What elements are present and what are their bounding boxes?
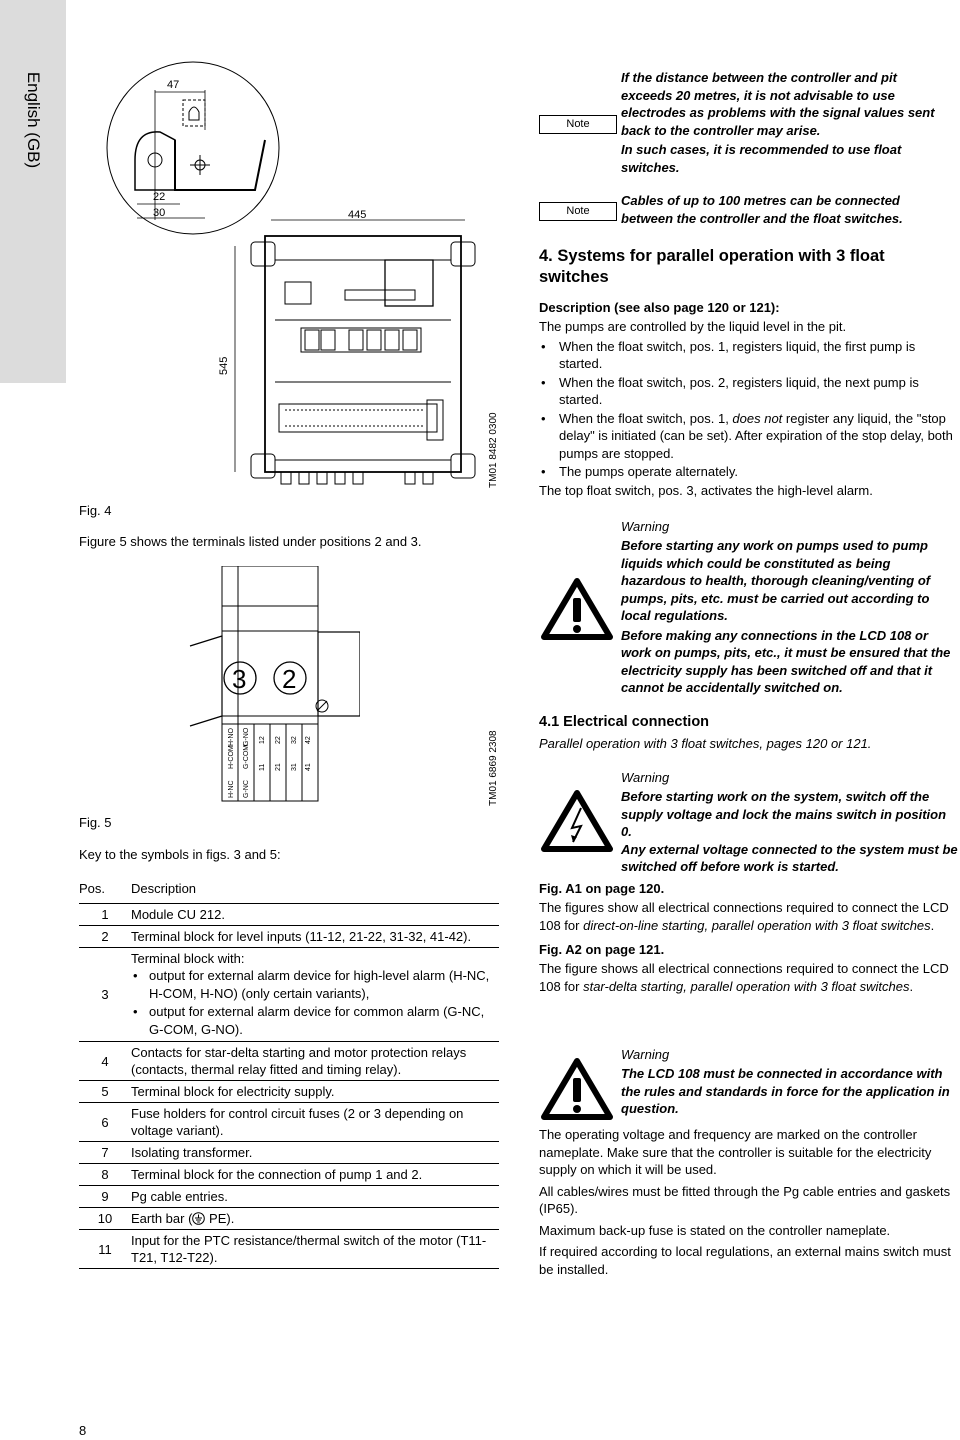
warning-1: Warning Before starting any work on pumps used to pump liquids which could be constituted as being hazardous to health, thorough cleaning/venting of pumps, pits, etc. must be carried out according to local regulations. Before making any connections in the LCD 108 or work on pumps, pits, etc., it must be ensured that the electricity supply has been switched off and that it cannot be accidentally switched on. xyxy=(621,519,951,695)
fig4-drawing xyxy=(95,60,515,500)
cables-text: All cables/wires must be fitted through the Pg cable entries and gaskets (IP65). xyxy=(539,1183,951,1216)
fig5-circle-3: 3 xyxy=(232,664,247,694)
term-h-no: H-NO xyxy=(228,728,235,746)
section4-heading: 4. Systems for parallel operation with 3 float switches xyxy=(539,247,885,286)
fuse-text: Maximum back-up fuse is stated on the controller nameplate. xyxy=(539,1222,891,1238)
table-row: 4 Contacts for star-delta starting and motor protection relays (contacts, thermal relay fitted and timing relay). xyxy=(79,1042,499,1081)
term-31: 31 xyxy=(291,763,298,771)
key-col-pos: Pos. xyxy=(79,881,106,896)
mains-switch-text: If required according to local regulations, an external mains switch must be installed. xyxy=(539,1244,951,1277)
figa2-text: The figure shows all electrical connections required to connect the LCD 108 for star-delta starting, parallel operation with 3 float switches. xyxy=(539,961,949,994)
table-row: 2 Terminal block for level inputs (11-12, 21-22, 31-32, 41-42). xyxy=(79,926,499,948)
description-heading: Description (see also page 120 or 121): xyxy=(539,300,780,315)
table-row: 1 Module CU 212. xyxy=(79,904,499,926)
figa1-text: The figures show all electrical connections required to connect the LCD 108 for direct-on-line starting, parallel operation with 3 float switches. xyxy=(539,900,949,933)
section41-subtitle: Parallel operation with 3 float switches, pages 120 or 121. xyxy=(539,736,872,751)
fig5-intro: Figure 5 shows the terminals listed under positions 2 and 3. xyxy=(79,534,422,549)
electric-warning-icon xyxy=(541,790,613,852)
note-1: If the distance between the controller and pit exceeds 20 metres, it is not advisable to use electrodes as problems with the signal values sent back to the controller may arise. In such cases, it is recommended to use float switches. xyxy=(621,70,935,175)
key-table xyxy=(79,878,499,1269)
key-title: Key to the symbols in figs. 3 and 5: xyxy=(79,847,281,862)
warning-2: Warning Before starting work on the system, switch off the supply voltage and lock the mains switch in position 0. Any external voltage connected to the system must be switched off before work is started. xyxy=(621,770,958,874)
term-41: 41 xyxy=(305,763,312,771)
warning-icon xyxy=(541,1058,613,1120)
dim-445: 445 xyxy=(348,209,367,221)
list-item: • When the float switch, pos. 1, does not register any liquid, the "stop delay" is initiated (can be set). After expiration of the stop delay, both pumps are stopped. xyxy=(539,410,954,463)
list-item: • output for external alarm device for high-level alarm (H-NC, H-COM, H-NO) (only certain variants), xyxy=(131,967,499,1002)
term-12: 12 xyxy=(259,736,266,744)
table-row: 10 Earth bar ( PE). xyxy=(79,1208,499,1230)
table-row: 7 Isolating transformer. xyxy=(79,1142,499,1164)
term-22: 22 xyxy=(275,736,282,744)
fig-a-refs xyxy=(539,881,959,995)
note-2: Cables of up to 100 metres can be connected between the controller and the float switches. xyxy=(621,193,903,226)
term-32: 32 xyxy=(291,736,298,744)
figa1-heading: Fig. A1 on page 120. xyxy=(539,881,665,896)
term-g-no: G-NO xyxy=(243,727,250,746)
page-number: 8 xyxy=(79,1423,87,1438)
table-row: 5 Terminal block for electricity supply. xyxy=(79,1081,499,1103)
dim-22: 22 xyxy=(153,191,166,203)
figa2-heading: Fig. A2 on page 121. xyxy=(539,942,665,957)
table-row: 9 Pg cable entries. xyxy=(79,1186,499,1208)
note-label: Note xyxy=(539,115,617,134)
language-tab-label: English (GB) xyxy=(24,71,43,169)
list-item: • When the float switch, pos. 1, registers liquid, the first pump is started. xyxy=(539,338,954,373)
term-11: 11 xyxy=(259,763,266,771)
language-tab xyxy=(0,0,66,383)
section41 xyxy=(539,714,954,753)
dim-545: 545 xyxy=(218,356,230,375)
fig5-drawing xyxy=(180,566,360,806)
term-g-com: G-COM xyxy=(243,744,250,769)
earth-icon xyxy=(192,1212,205,1225)
fig4-tm: TM01 8482 0300 xyxy=(488,412,499,488)
fig5-tm: TM01 6869 2308 xyxy=(488,730,499,806)
dim-30: 30 xyxy=(153,207,166,219)
key-col-desc: Description xyxy=(131,881,197,896)
term-42: 42 xyxy=(305,736,312,744)
cabinet-outline xyxy=(265,236,461,472)
fig5-label: Fig. 5 xyxy=(79,815,112,830)
description-intro: The pumps are controlled by the liquid level in the pit. xyxy=(539,319,847,334)
table-row: 8 Terminal block for the connection of pump 1 and 2. xyxy=(79,1164,499,1186)
fig4-label: Fig. 4 xyxy=(79,503,112,518)
term-h-com: H-COM xyxy=(228,745,235,769)
detail-circle xyxy=(107,62,279,234)
closing-paragraphs xyxy=(539,1126,959,1278)
list-item: • When the float switch, pos. 2, registers liquid, the next pump is started. xyxy=(539,374,954,409)
high-level-alarm-text: The top float switch, pos. 3, activates the high-level alarm. xyxy=(539,482,873,498)
warning-3: Warning The LCD 108 must be connected in accordance with the rules and standards in force for the application in question. xyxy=(621,1047,950,1116)
fig5-circle-2: 2 xyxy=(282,664,297,694)
term-h-nc: H-NC xyxy=(228,780,235,798)
term-21: 21 xyxy=(275,763,282,771)
list-item: • The pumps operate alternately. xyxy=(539,463,954,481)
table-row: 11 Input for the PTC resistance/thermal switch of the motor (T11-T21, T12-T22). xyxy=(79,1230,499,1269)
term-g-nc: G-NC xyxy=(243,780,250,798)
section4 xyxy=(539,246,954,499)
note-label: Note xyxy=(539,202,617,221)
table-row: 6 Fuse holders for control circuit fuses (2 or 3 depending on voltage variant). xyxy=(79,1103,499,1142)
key-header-row xyxy=(79,878,499,904)
dim-47: 47 xyxy=(167,79,180,91)
list-item: • output for external alarm device for common alarm (G-NC, G-COM, G-NO). xyxy=(131,1003,499,1038)
table-row: 3 Terminal block with: • output for external alarm device for high-level alarm (H-NC, H-COM, H-NO) (only certain variants), • output for external alarm device for common alarm (G-NC, G-COM, G-NO). xyxy=(79,948,499,1042)
section41-heading: 4.1 Electrical connection xyxy=(539,714,710,730)
voltage-text: The operating voltage and frequency are marked on the controller nameplate. Make sure that the controller is suitable for the electricity supply on which it will be used. xyxy=(539,1127,932,1177)
warning-icon xyxy=(541,578,613,640)
